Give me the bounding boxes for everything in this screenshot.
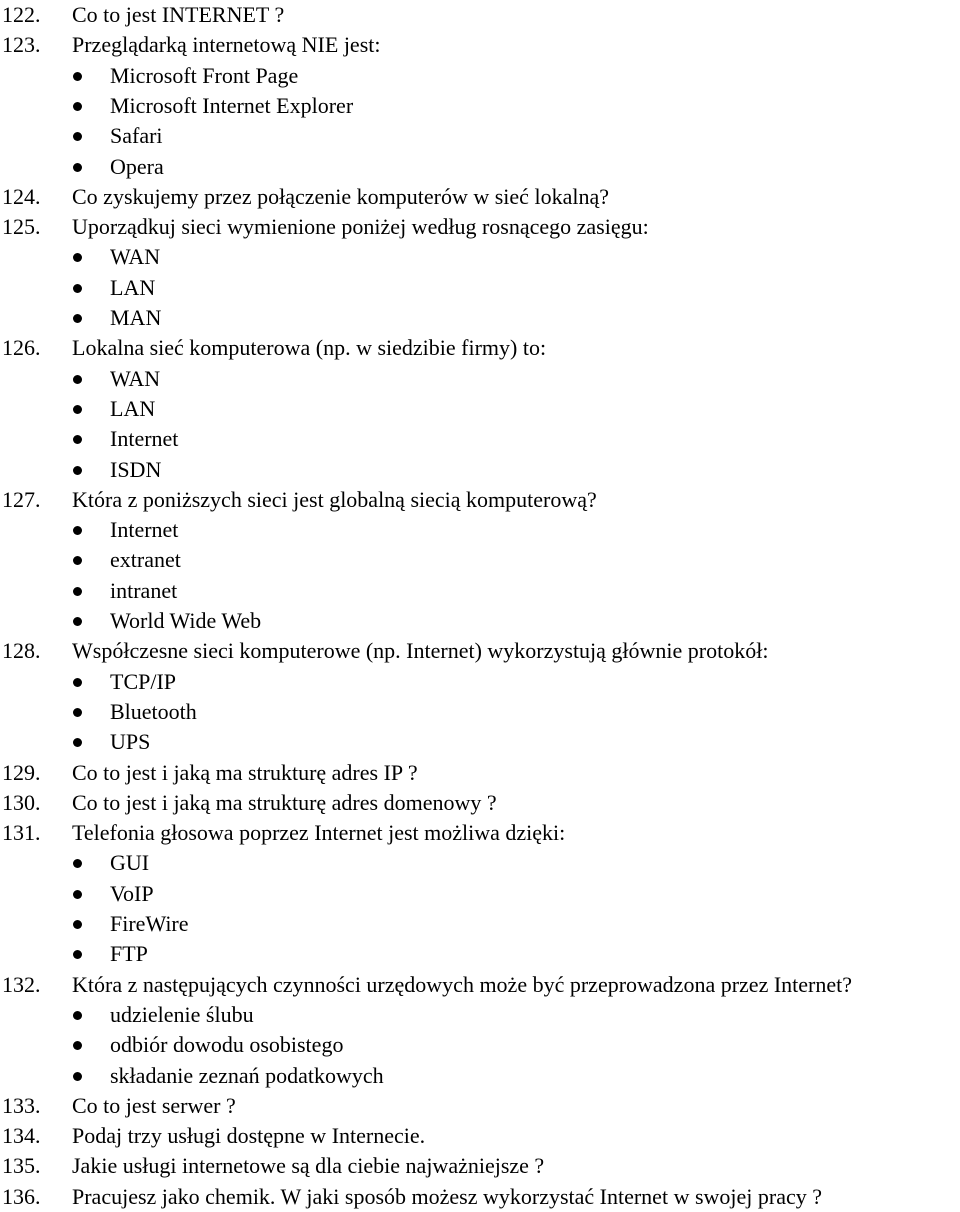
question-number: 122.: [2, 2, 41, 27]
answer-option: [0, 909, 960, 939]
answer-option: [0, 848, 960, 878]
answer-option-text: MAN: [110, 305, 162, 330]
answer-option: [0, 1000, 960, 1030]
question-row: [0, 1182, 960, 1212]
question-number: 128.: [2, 638, 41, 664]
answer-option-text: odbiór dowodu osobistego: [110, 1032, 344, 1058]
question-row: [0, 970, 960, 1000]
bullet-icon: [73, 617, 82, 626]
question-text: Uporządkuj sieci wymienione poniżej według rosnącego zasięgu:: [72, 214, 649, 240]
answer-option: [0, 939, 960, 969]
answer-option: [0, 697, 960, 727]
answer-option-text: Microsoft Front Page: [110, 62, 299, 88]
bullet-icon: [73, 253, 82, 262]
question-row: [0, 0, 960, 30]
answer-option: [0, 242, 960, 272]
bullet-icon: [73, 708, 82, 717]
answer-option-text: Safari: [110, 123, 163, 149]
answer-option-text: World Wide Web: [110, 608, 262, 633]
question-number: 131.: [2, 820, 41, 846]
bullet-icon: [73, 1011, 82, 1020]
question-number: 123.: [2, 32, 41, 58]
question-row: [0, 636, 960, 666]
bullet-icon: [73, 1072, 82, 1081]
answer-option-text: FTP: [110, 941, 148, 967]
answer-option-text: składanie zeznań podatkowych: [110, 1062, 384, 1088]
bullet-icon: [73, 556, 82, 565]
bullet-icon: [73, 466, 82, 475]
answer-option-text: FireWire: [110, 911, 189, 936]
answer-option: [0, 455, 960, 485]
bullet-icon: [73, 405, 82, 414]
question-number: 125.: [2, 214, 41, 240]
answer-option-text: Microsoft Internet Explorer: [110, 92, 354, 118]
bullet-icon: [73, 526, 82, 535]
answer-option: [0, 515, 960, 545]
question-text: Co to jest i jaką ma strukturę adres domenowy ?: [72, 789, 497, 815]
answer-option-text: WAN: [110, 365, 161, 391]
answer-option-text: ISDN: [110, 456, 162, 482]
question-text: Podaj trzy usługi dostępne w Internecie.: [72, 1123, 426, 1149]
answer-option: [0, 606, 960, 636]
answer-option-text: Opera: [110, 153, 164, 179]
question-number: 129.: [2, 759, 41, 785]
question-number: 124.: [2, 183, 41, 209]
question-row: [0, 485, 960, 515]
bullet-icon: [73, 738, 82, 747]
question-row: [0, 333, 960, 363]
question-text: Telefonia głosowa poprzez Internet jest możliwa dzięki:: [72, 820, 566, 846]
answer-option: [0, 273, 960, 303]
question-text: Co to jest i jaką ma strukturę adres IP ?: [72, 759, 418, 785]
answer-option: [0, 879, 960, 909]
answer-option: [0, 1030, 960, 1060]
question-row: [0, 30, 960, 60]
bullet-icon: [73, 920, 82, 929]
question-row: [0, 182, 960, 212]
question-text: Co zyskujemy przez połączenie komputerów w sieć lokalną?: [72, 183, 609, 209]
question-text: Pracujesz jako chemik. W jaki sposób możesz wykorzystać Internet w swojej pracy ?: [72, 1183, 823, 1209]
answer-option: [0, 61, 960, 91]
answer-option: [0, 303, 960, 333]
question-number: 126.: [2, 335, 41, 361]
answer-option: [0, 121, 960, 151]
question-text: Co to jest serwer ?: [72, 1092, 236, 1118]
answer-option-text: VoIP: [110, 880, 154, 906]
question-number: 136.: [2, 1183, 41, 1209]
answer-option: [0, 1061, 960, 1091]
question-text: Współczesne sieci komputerowe (np. Internet) wykorzystują głównie protokół:: [72, 638, 769, 664]
question-text: Jakie usługi internetowe są dla ciebie najważniejsze ?: [72, 1153, 545, 1179]
question-row: [0, 788, 960, 818]
bullet-icon: [73, 284, 82, 293]
question-row: [0, 212, 960, 242]
answer-option-text: WAN: [110, 244, 161, 270]
answer-option: [0, 91, 960, 121]
question-text: Co to jest INTERNET ?: [72, 2, 285, 27]
answer-option-text: Internet: [110, 426, 179, 452]
bullet-icon: [73, 435, 82, 444]
bullet-icon: [73, 1041, 82, 1050]
bullet-icon: [73, 375, 82, 384]
answer-option: [0, 667, 960, 697]
bullet-icon: [73, 72, 82, 81]
question-text: Przeglądarką internetową NIE jest:: [72, 32, 381, 58]
question-text: Która z poniższych sieci jest globalną siecią komputerową?: [72, 486, 597, 512]
answer-option-text: UPS: [110, 729, 151, 755]
question-row: [0, 1091, 960, 1121]
answer-option-text: TCP/IP: [110, 668, 177, 694]
question-number: 127.: [2, 486, 41, 512]
bullet-icon: [73, 678, 82, 687]
bullet-icon: [73, 859, 82, 868]
answer-option: [0, 152, 960, 182]
answer-option: [0, 576, 960, 606]
answer-option-text: udzielenie ślubu: [110, 1001, 254, 1027]
answer-option: [0, 364, 960, 394]
answer-option-text: Bluetooth: [110, 698, 197, 724]
bullet-icon: [73, 950, 82, 959]
bullet-icon: [73, 163, 82, 172]
question-number: 134.: [2, 1123, 41, 1149]
bullet-icon: [73, 587, 82, 596]
question-row: [0, 1151, 960, 1181]
answer-option: [0, 727, 960, 757]
question-row: [0, 758, 960, 788]
bullet-icon: [73, 102, 82, 111]
question-number: 133.: [2, 1092, 41, 1118]
bullet-icon: [73, 890, 82, 899]
answer-option-text: extranet: [110, 547, 181, 573]
answer-option-text: GUI: [110, 850, 150, 876]
answer-option-text: LAN: [110, 395, 156, 421]
answer-option: [0, 545, 960, 575]
answer-option: [0, 424, 960, 454]
bullet-icon: [73, 314, 82, 323]
answer-option-text: Internet: [110, 517, 179, 543]
question-number: 132.: [2, 971, 41, 997]
question-text: Lokalna sieć komputerowa (np. w siedzibie firmy) to:: [72, 335, 547, 361]
answer-option-text: LAN: [110, 274, 156, 300]
question-row: [0, 818, 960, 848]
bullet-icon: [73, 132, 82, 141]
question-number: 130.: [2, 789, 41, 815]
answer-option: [0, 394, 960, 424]
answer-option-text: intranet: [110, 577, 178, 603]
question-row: [0, 1121, 960, 1151]
question-text: Która z następujących czynności urzędowych może być przeprowadzona przez Internet?: [72, 971, 853, 997]
question-number: 135.: [2, 1153, 41, 1179]
